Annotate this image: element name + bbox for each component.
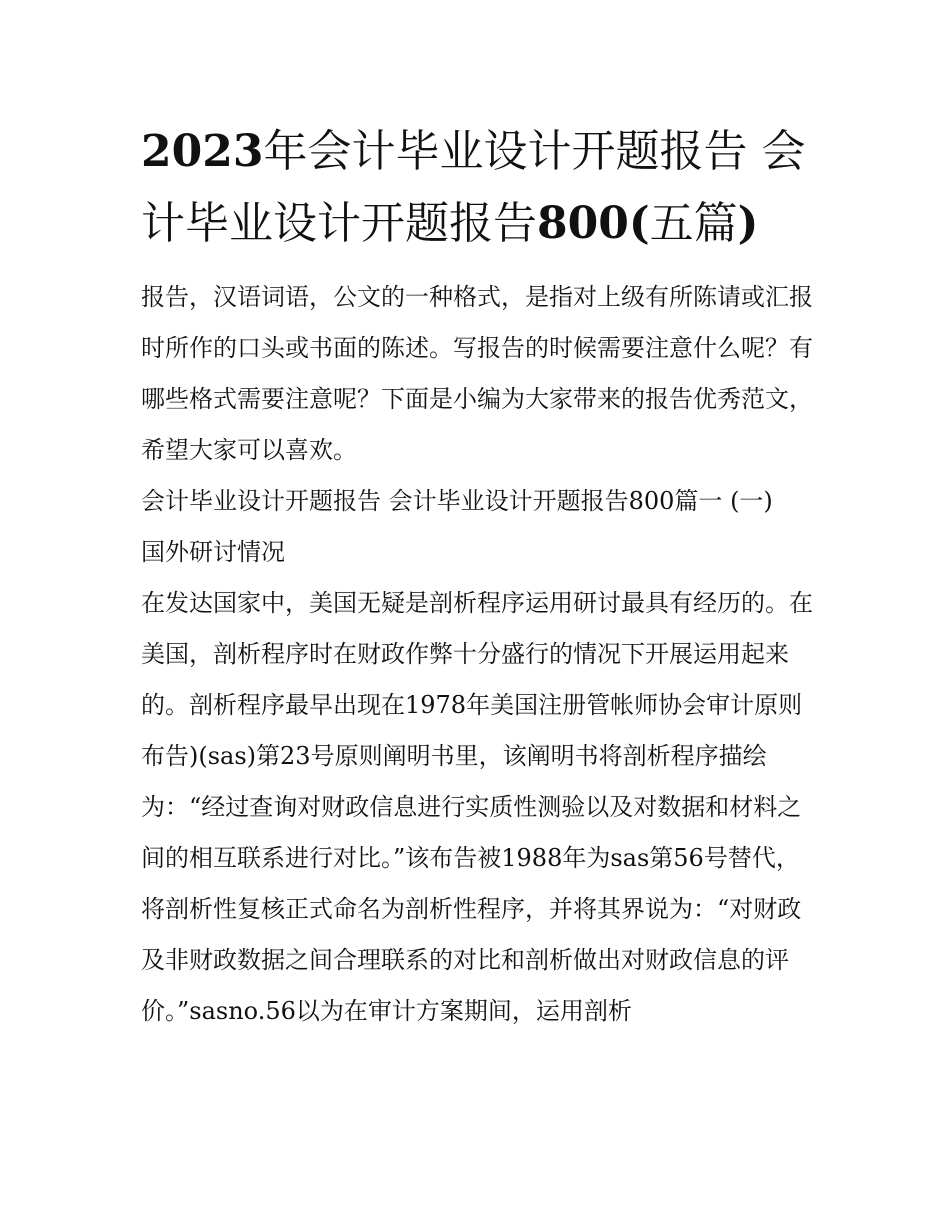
document-title-text: 2023年会计毕业设计开题报告 会计毕业设计开题报告800(五篇) (141, 126, 806, 249)
section-heading: 会计毕业设计开题报告 会计毕业设计开题报告800篇一 (一) (141, 487, 773, 515)
subsection-heading: 国外研讨情况 (141, 538, 285, 566)
intro-paragraph: 报告，汉语词语，公文的一种格式，是指对上级有所陈请或汇报时所作的口头或书面的陈述。写报告的时候需要注意什么呢？有哪些格式需要注意呢？下面是小编为大家带来的报告优秀范文，希望大家可以喜欢。 (141, 283, 813, 464)
document-title (141, 116, 813, 260)
document-page (141, 116, 813, 1037)
body-paragraph: 在发达国家中，美国无疑是剖析程序运用研讨最具有经历的。在美国，剖析程序时在财政作弊十分盛行的情况下开展运用起来的。剖析程序最早出现在1978年美国注册管帐师协会审计原则布告)(sas)第23号原则阐明书里，该阐明书将剖析程序描绘为：“经过查询对财政信息进行实质性测验以及对数据和材料之间的相互联系进行对比。”该布告被1988年为sas第56号替代，将剖析性复核正式命名为剖析性程序，并将其界说为：“对财政及非财政数据之间合理联系的对比和剖析做出对财政信息的评价。”sasno.56以为在审计方案期间，运用剖析 (141, 589, 813, 1025)
